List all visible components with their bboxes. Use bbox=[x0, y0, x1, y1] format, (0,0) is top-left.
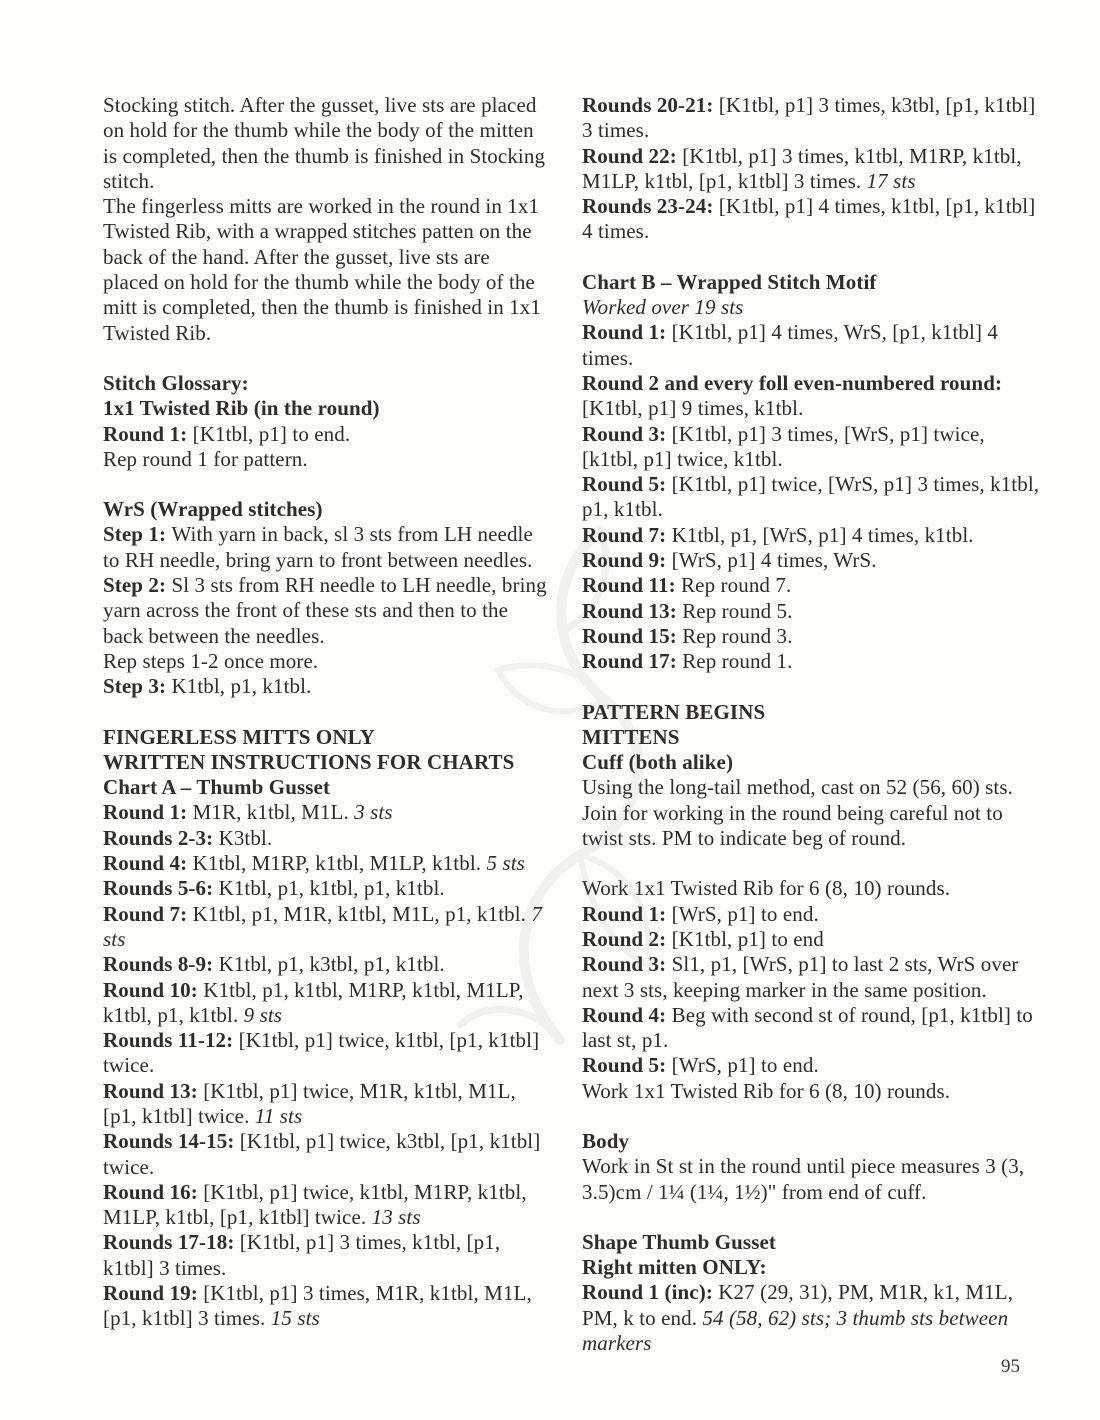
text-block bbox=[103, 725, 550, 1332]
text-column-left bbox=[103, 93, 550, 1356]
paragraph: Round 16: [K1tbl, p1] twice, k1tbl, M1RP, k1tbl, M1LP, k1tbl, [p1, k1tbl] twice. 13 sts bbox=[103, 1179, 527, 1230]
paragraph: Round 2 and every foll even-numbered round: [K1tbl, p1] 9 times, k1tbl. bbox=[582, 370, 1003, 421]
text-block bbox=[103, 371, 550, 472]
paragraph: MITTENS bbox=[582, 724, 680, 749]
paragraph: Rounds 2-3: K3tbl. bbox=[103, 825, 273, 850]
paragraph: Round 4: Beg with second st of round, [p1, k1tbl] to last st, p1. bbox=[582, 1002, 1033, 1053]
paragraph: Rounds 8-9: K1tbl, p1, k3tbl, p1, k1tbl. bbox=[103, 952, 445, 977]
paragraph: PATTERN BEGINS bbox=[582, 699, 766, 724]
paragraph: Round 15: Rep round 3. bbox=[582, 623, 793, 648]
paragraph: Rounds 23-24: [K1tbl, p1] 4 times, k1tbl, [p1, k1tbl] 4 times. bbox=[582, 194, 1036, 244]
paragraph: Round 9: [WrS, p1] 4 times, WrS. bbox=[582, 548, 877, 573]
paragraph: Round 19: [K1tbl, p1] 3 times, M1R, k1tbl, M1L, [p1, k1tbl] 3 times. 15 sts bbox=[103, 1281, 532, 1331]
text-block bbox=[582, 1129, 1040, 1205]
paragraph: FINGERLESS MITTS ONLY bbox=[103, 724, 376, 749]
paragraph: Step 2: Sl 3 sts from RH needle to LH needle, bring yarn across the front of these sts and then to the back between the needles. bbox=[103, 573, 547, 648]
paragraph: Round 4: K1tbl, M1RP, k1tbl, M1LP, k1tbl. 5 sts bbox=[103, 851, 525, 876]
two-column-text bbox=[103, 93, 1038, 1356]
paragraph: Round 1: [WrS, p1] to end. bbox=[582, 901, 819, 926]
page-number: 95 bbox=[1001, 1356, 1020, 1377]
paragraph: 1x1 Twisted Rib (in the round) bbox=[103, 396, 380, 421]
text-block bbox=[582, 700, 1040, 852]
paragraph: The fingerless mitts are worked in the round in 1x1 Twisted Rib, with a wrapped stitches patten on the back of the hand. After the gusset, live sts are placed on hold for the thumb while the body of the mitt is completed, then the thumb is finished in 1x1 Twisted Rib. bbox=[103, 194, 541, 345]
paragraph: Round 3: Sl1, p1, [WrS, p1] to last 2 sts, WrS over next 3 sts, keeping marker in the same position. bbox=[582, 952, 1019, 1002]
paragraph: Using the long-tail method, cast on 52 (56, 60) sts. Join for working in the round being careful not to twist sts. PM to indicate beg of round. bbox=[582, 775, 1013, 851]
paragraph: WRITTEN INSTRUCTIONS FOR CHARTS bbox=[103, 749, 515, 774]
paragraph: Chart A – Thumb Gusset bbox=[103, 775, 331, 800]
text-block bbox=[582, 93, 1040, 245]
paragraph: Rounds 5-6: K1tbl, p1, k1tbl, p1, k1tbl. bbox=[103, 876, 445, 901]
paragraph: Stitch Glossary: bbox=[103, 370, 249, 395]
paragraph: Cuff (both alike) bbox=[582, 750, 734, 775]
paragraph: Body bbox=[582, 1128, 630, 1153]
paragraph: Work 1x1 Twisted Rib for 6 (8, 10) rounds. bbox=[582, 876, 951, 901]
paragraph: Round 1 (inc): K27 (29, 31), PM, M1R, k1, M1L, PM, k to end. 54 (58, 62) sts; 3 thumb sts between markers bbox=[582, 1280, 1014, 1356]
paragraph: Round 13: Rep round 5. bbox=[582, 598, 793, 623]
paragraph: Round 5: [WrS, p1] to end. bbox=[582, 1053, 819, 1078]
paragraph: Round 7: K1tbl, p1, [WrS, p1] 4 times, k1tbl. bbox=[582, 522, 974, 547]
paragraph: Rep steps 1-2 once more. bbox=[103, 648, 319, 673]
text-block bbox=[582, 876, 1040, 1104]
paragraph: Work in St st in the round until piece measures 3 (3, 3.5)cm / 1¼ (1¼, 1½)" from end of cuff. bbox=[582, 1154, 1025, 1204]
paragraph: Round 2: [K1tbl, p1] to end bbox=[582, 926, 824, 951]
paragraph: Rounds 17-18: [K1tbl, p1] 3 times, k1tbl, [p1, k1tbl] 3 times. bbox=[103, 1230, 501, 1280]
paragraph: Stocking stitch. After the gusset, live sts are placed on hold for the thumb while the body of the mitten is completed, then the thumb is finished in Stocking stitch. bbox=[103, 93, 546, 193]
text-block bbox=[103, 93, 550, 346]
paragraph: Round 11: Rep round 7. bbox=[582, 573, 792, 598]
paragraph: Round 1: [K1tbl, p1] 4 times, WrS, [p1, k1tbl] 4 times. bbox=[582, 320, 999, 370]
text-block bbox=[582, 1230, 1040, 1356]
paragraph: Round 3: [K1tbl, p1] 3 times, [WrS, p1] twice, [k1tbl, p1] twice, k1tbl. bbox=[582, 421, 985, 471]
paragraph: Worked over 19 sts bbox=[582, 295, 744, 320]
paragraph: Round 13: [K1tbl, p1] twice, M1R, k1tbl, M1L, [p1, k1tbl] twice. 11 sts bbox=[103, 1078, 516, 1128]
paragraph: Round 1: M1R, k1tbl, M1L. 3 sts bbox=[103, 800, 393, 825]
paragraph: Chart B – Wrapped Stitch Motif bbox=[582, 269, 877, 294]
paragraph: Work 1x1 Twisted Rib for 6 (8, 10) rounds. bbox=[582, 1078, 951, 1103]
text-block bbox=[582, 270, 1040, 675]
paragraph: Round 7: K1tbl, p1, M1R, k1tbl, M1L, p1, k1tbl. 7 sts bbox=[103, 901, 542, 951]
paragraph: Round 17: Rep round 1. bbox=[582, 649, 793, 674]
paragraph: Right mitten ONLY: bbox=[582, 1255, 767, 1280]
paragraph: Rounds 11-12: [K1tbl, p1] twice, k1tbl, [p1, k1tbl] twice. bbox=[103, 1028, 540, 1078]
paragraph: Rep round 1 for pattern. bbox=[103, 446, 308, 471]
paragraph: WrS (Wrapped stitches) bbox=[103, 497, 323, 522]
paragraph: Round 5: [K1tbl, p1] twice, [WrS, p1] 3 times, k1tbl, p1, k1tbl. bbox=[582, 472, 1040, 522]
paragraph: Rounds 20-21: [K1tbl, p1] 3 times, k3tbl, [p1, k1tbl] 3 times. bbox=[582, 93, 1036, 143]
paragraph: Step 3: K1tbl, p1, k1tbl. bbox=[103, 674, 312, 699]
text-block bbox=[103, 497, 550, 699]
paragraph: Round 1: [K1tbl, p1] to end. bbox=[103, 421, 351, 446]
paragraph: Rounds 14-15: [K1tbl, p1] twice, k3tbl, [p1, k1tbl] twice. bbox=[103, 1129, 541, 1179]
text-column-right bbox=[582, 93, 1040, 1356]
paragraph: Round 10: K1tbl, p1, k1tbl, M1RP, k1tbl, M1LP, k1tbl, p1, k1tbl. 9 sts bbox=[103, 977, 524, 1027]
paragraph: Round 22: [K1tbl, p1] 3 times, k1tbl, M1RP, k1tbl, M1LP, k1tbl, [p1, k1tbl] 3 times. 17 sts bbox=[582, 143, 1022, 193]
paragraph: Step 1: With yarn in back, sl 3 sts from LH needle to RH needle, bring yarn to front between needles. bbox=[103, 522, 533, 572]
paragraph: Shape Thumb Gusset bbox=[582, 1229, 776, 1254]
